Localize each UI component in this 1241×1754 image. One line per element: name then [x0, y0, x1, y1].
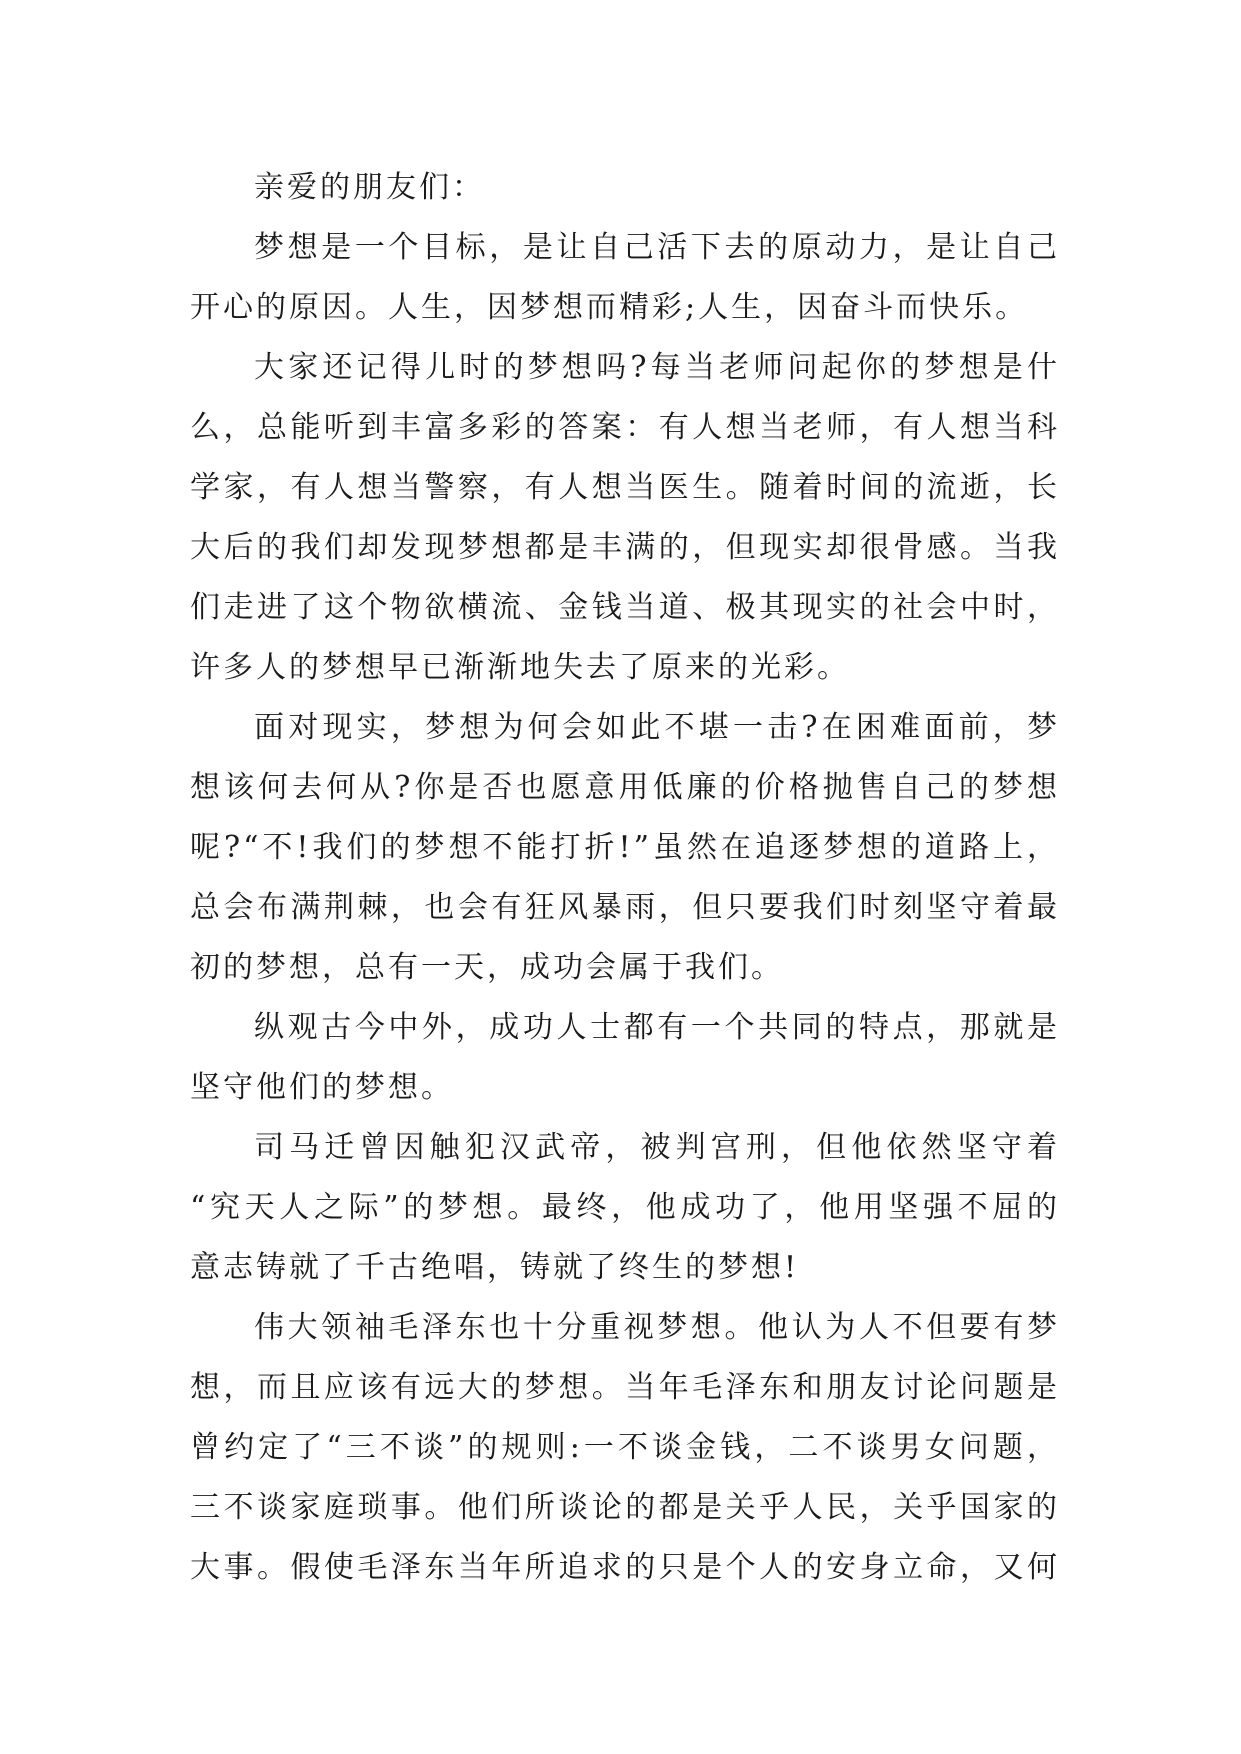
text-line: 梦想是一个目标，是让自己活下去的原动力，是让自己	[254, 230, 1060, 265]
text-line: 面对现实，梦想为何会如此不堪一击?在困难面前，梦	[254, 710, 1060, 745]
text-line: 司马迁曾因触犯汉武帝，被判宫刑，但他依然坚守着	[254, 1130, 1060, 1165]
text-line: 伟大领袖毛泽东也十分重视梦想。他认为人不但要有梦	[254, 1310, 1060, 1345]
text-line: 亲爱的朋友们：	[254, 170, 485, 205]
text-line: 们走进了这个物欲横流、金钱当道、极其现实的社会中时，	[190, 590, 1060, 625]
text-line: 大家还记得儿时的梦想吗?每当老师问起你的梦想是什	[254, 350, 1060, 385]
document-body	[190, 158, 1060, 1598]
text-line: 开心的原因。人生，因梦想而精彩;人生，因奋斗而快乐。	[190, 290, 1029, 325]
text-line: 学家，有人想当警察，有人想当医生。随着时间的流逝，长	[190, 470, 1060, 505]
text-line: 大事。假使毛泽东当年所追求的只是个人的安身立命，又何	[190, 1550, 1060, 1585]
text-line: 大后的我们却发现梦想都是丰满的，但现实却很骨感。当我	[190, 530, 1060, 565]
text-line: 三不谈家庭琐事。他们所谈论的都是关乎人民，关乎国家的	[190, 1490, 1060, 1525]
text-line: 意志铸就了千古绝唱，铸就了终生的梦想!	[190, 1250, 800, 1285]
text-line: 初的梦想，总有一天，成功会属于我们。	[190, 950, 784, 985]
text-line: 呢?“不!我们的梦想不能打折!”虽然在追逐梦想的道路上，	[190, 830, 1060, 865]
text-line: 么，总能听到丰富多彩的答案：有人想当老师，有人想当科	[190, 410, 1060, 445]
text-line: “究天人之际”的梦想。最终，他成功了，他用坚强不屈的	[190, 1190, 1060, 1225]
text-line: 纵观古今中外，成功人士都有一个共同的特点，那就是	[254, 1010, 1060, 1045]
text-line: 坚守他们的梦想。	[190, 1070, 454, 1105]
text-line: 想该何去何从?你是否也愿意用低廉的价格抛售自己的梦想	[190, 770, 1060, 805]
text-line: 想，而且应该有远大的梦想。当年毛泽东和朋友讨论问题是	[190, 1370, 1060, 1405]
text-line: 许多人的梦想早已渐渐地失去了原来的光彩。	[190, 650, 850, 685]
text-line: 总会布满荆棘，也会有狂风暴雨，但只要我们时刻坚守着最	[190, 890, 1060, 925]
text-line: 曾约定了“三不谈”的规则:一不谈金钱，二不谈男女问题，	[190, 1430, 1060, 1465]
